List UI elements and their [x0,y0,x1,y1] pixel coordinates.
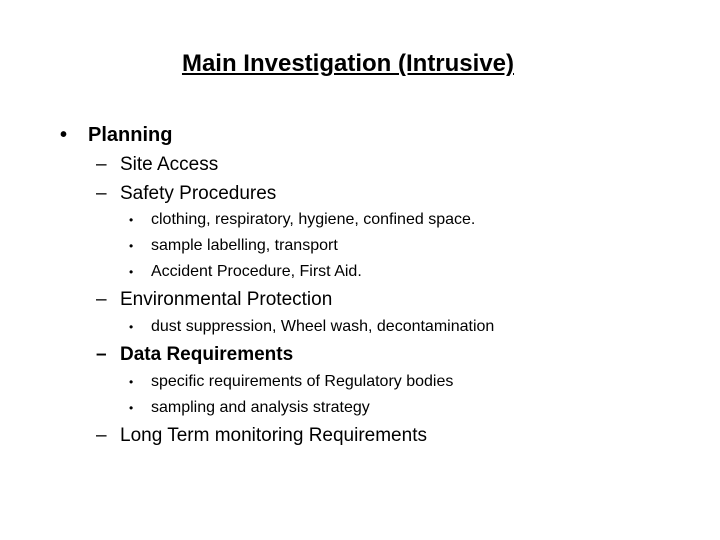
detail-label: dust suppression, Wheel wash, decontamination [151,318,495,335]
detail-label: clothing, respiratory, hygiene, confined space. [151,211,476,228]
dot-marker: • [129,375,134,389]
dot-marker: • [129,265,134,279]
detail-item [129,397,370,419]
subbullet-label: Data Requirements [120,344,294,365]
subbullet-label: Site Access [120,154,219,175]
dash-marker: – [96,289,107,310]
slide-title: Main Investigation (Intrusive) [181,50,515,77]
dot-marker: • [129,213,134,227]
detail-item [129,235,338,257]
detail-item [129,371,454,393]
detail-label: sample labelling, transport [151,237,338,254]
bullet-planning [60,122,173,148]
dot-marker: • [129,320,134,334]
dash-marker: – [96,183,107,204]
subbullet-site-access [96,152,219,178]
subbullet-long-term-monitoring [96,423,427,449]
detail-label: specific requirements of Regulatory bodies [151,373,454,390]
dot-marker: • [129,401,134,415]
dash-marker: – [96,154,107,175]
detail-item [129,261,362,283]
dash-marker: – [96,425,107,446]
detail-label: sampling and analysis strategy [151,399,370,416]
subbullet-label: Environmental Protection [120,289,333,310]
detail-item [129,209,476,231]
dot-marker: • [129,239,134,253]
detail-label: Accident Procedure, First Aid. [151,263,362,280]
subbullet-label: Safety Procedures [120,183,277,204]
subbullet-environmental-protection [96,287,333,313]
subbullet-safety-procedures [96,181,277,207]
detail-item [129,316,495,338]
bullet-label: Planning [88,124,173,146]
bullet-marker: • [60,124,68,146]
dash-marker: – [96,344,107,365]
subbullet-data-requirements [96,342,294,368]
subbullet-label: Long Term monitoring Requirements [120,425,427,446]
